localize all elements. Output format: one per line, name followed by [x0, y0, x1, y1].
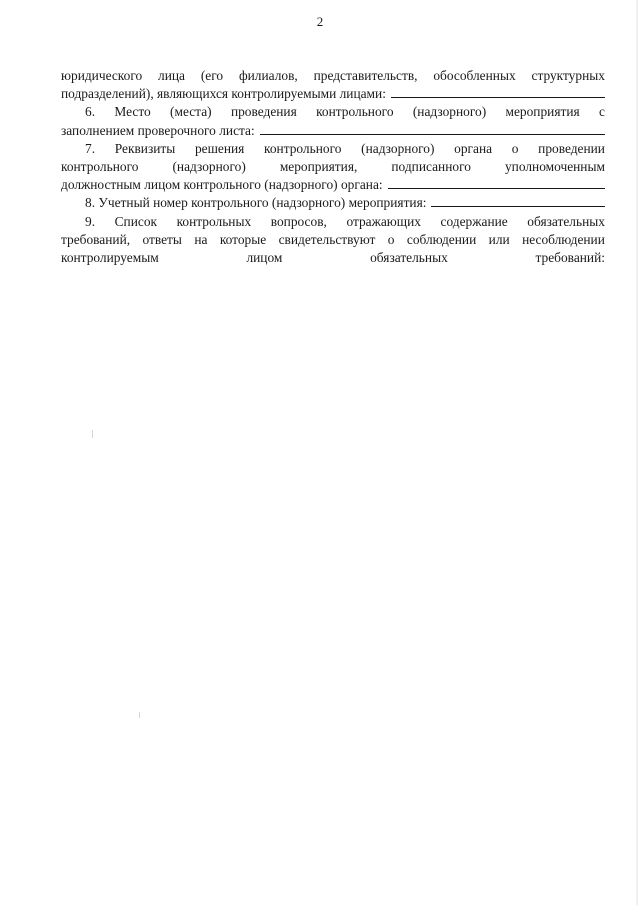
paragraph-6-line-1 [61, 103, 605, 121]
word: (места) [170, 104, 212, 120]
word: Реквизиты [114, 140, 176, 156]
word: 7. [85, 140, 96, 156]
controlled-persons-blank[interactable] [391, 86, 605, 98]
word: уполномоченным [504, 158, 605, 174]
word: контрольного [316, 104, 394, 120]
word: обособленных [433, 68, 516, 83]
word: (его [200, 68, 224, 83]
word: (надзорного) [361, 140, 435, 156]
word: мероприятия, [279, 158, 358, 174]
word: мероприятия [505, 104, 580, 120]
word: лицом [246, 249, 283, 265]
inspection-place-blank[interactable] [260, 123, 605, 135]
word: содержание [440, 213, 508, 229]
word: требований, [61, 231, 131, 247]
word: с [599, 104, 605, 120]
paragraph-7-line-2 [61, 158, 605, 176]
word: отражающих [346, 213, 421, 229]
word: Список [114, 213, 158, 229]
paragraph-8-line-1 [61, 194, 605, 212]
word: о [511, 140, 519, 156]
word: решения [194, 140, 245, 156]
word: представительств, [313, 68, 418, 83]
scan-edge-mark [92, 430, 93, 438]
word: филиалов, [238, 68, 298, 83]
decision-details-blank[interactable] [388, 177, 605, 189]
word: которые [219, 231, 267, 247]
paragraph-9-line-1 [61, 213, 605, 231]
word: обязательных [527, 213, 605, 229]
word: проведения [230, 104, 297, 120]
paragraph-7-label: должностным лицом контрольного (надзорного) органа: [61, 177, 383, 193]
paragraph-6-line-2 [61, 122, 605, 140]
word: о [387, 231, 395, 247]
word: подписанного [391, 158, 471, 174]
page-number: 2 [316, 14, 324, 29]
word: (надзорного) [172, 158, 246, 174]
word: на [194, 231, 208, 247]
word: или [488, 231, 510, 247]
scan-edge-mark [139, 712, 140, 718]
paragraph-5-line-1 [61, 67, 605, 85]
word: контрольных [176, 213, 252, 229]
paragraph-7-line-3 [61, 176, 605, 194]
paragraph-5-line-2 [61, 85, 605, 103]
paragraph-7-line-1 [61, 140, 605, 158]
word: контрольного [61, 158, 139, 174]
word: требований: [535, 249, 605, 265]
word: обязательных [370, 249, 448, 265]
word: свидетельствуют [278, 231, 376, 247]
paragraph-9-line-3 [61, 249, 605, 267]
word: ответы [142, 231, 182, 247]
paragraph-9-line-2 [61, 231, 605, 249]
registration-number-blank[interactable] [431, 195, 605, 207]
word: 9. [85, 213, 96, 229]
word: Место [114, 104, 151, 120]
word: юридического [61, 68, 143, 83]
scan-edge-mark [636, 0, 638, 905]
word: соблюдении [406, 231, 477, 247]
word: вопросов, [270, 213, 327, 229]
word: органа [454, 140, 493, 156]
document-body [61, 67, 605, 267]
word: проведении [538, 140, 605, 156]
paragraph-8-label: 8. Учетный номер контрольного (надзорного) мероприятия: [85, 195, 427, 211]
word: несоблюдении [522, 231, 605, 247]
word: контролируемым [61, 249, 159, 265]
word: структурных [531, 68, 605, 83]
word: контрольного [264, 140, 342, 156]
paragraph-5-label: подразделений), являющихся контролируемыми лицами: [61, 86, 386, 102]
word: (надзорного) [412, 104, 487, 120]
paragraph-6-label: заполнением проверочного листа: [61, 122, 255, 138]
word: лица [158, 68, 185, 83]
word: 6. [85, 104, 96, 120]
